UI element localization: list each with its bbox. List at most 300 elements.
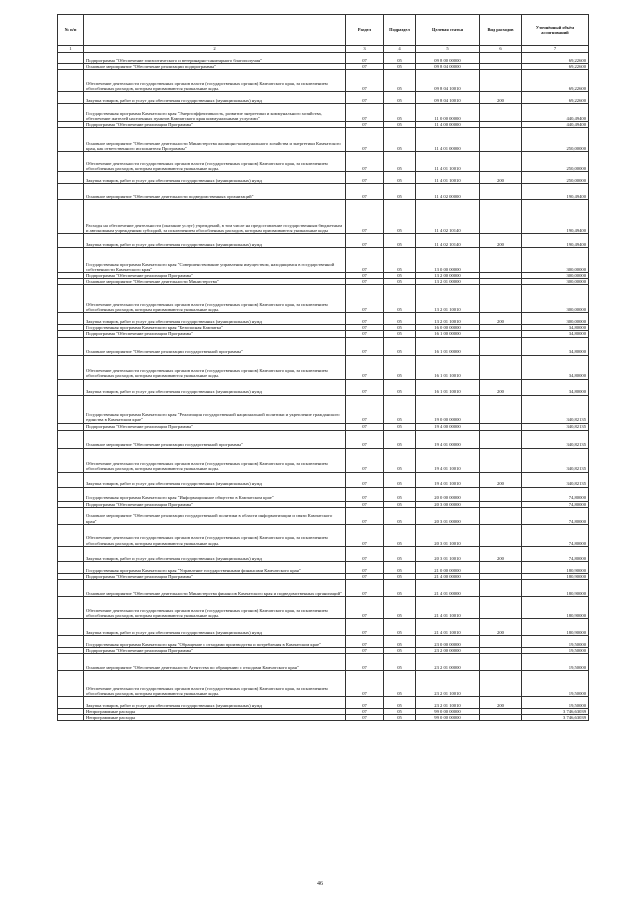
cell-sum: 34,80000 [522, 337, 589, 355]
col-number: 6 [480, 46, 522, 53]
cell-npp [58, 561, 84, 573]
cell-npp [58, 128, 84, 152]
cell-vid [480, 337, 522, 355]
table-row [58, 507, 589, 524]
cell-razdel: 07 [346, 647, 384, 653]
cell-razdel: 07 [346, 53, 384, 64]
cell-npp [58, 248, 84, 273]
cell-npp [58, 653, 84, 670]
cell-podrazdel: 05 [384, 448, 416, 472]
cell-razdel: 07 [346, 395, 384, 423]
cell-razdel: 07 [346, 92, 384, 104]
cell-sum: 3 746,63039 [522, 714, 589, 720]
cell-vid [480, 714, 522, 720]
cell-sum: 180,90000 [522, 573, 589, 579]
cell-podrazdel: 05 [384, 579, 416, 596]
cell-sum: 300,00000 [522, 248, 589, 273]
cell-vid [480, 579, 522, 596]
table-row [58, 337, 589, 355]
cell-podrazdel: 05 [384, 635, 416, 647]
cell-sum: 180,90000 [522, 596, 589, 618]
cell-statya: 13 2 01 00000 [416, 279, 480, 285]
cell-statya: 13 2 01 10010 [416, 285, 480, 313]
cell-podrazdel: 05 [384, 104, 416, 122]
col-number: 2 [84, 46, 346, 53]
cell-npp [58, 92, 84, 104]
cell-sum: 340,82135 [522, 472, 589, 487]
cell-name: Обеспечение деятельности государственных органов власти (государственных органов) Камчатского края, за исключением обособленных расходов, которым присваиваются уникальные коды. [84, 448, 346, 472]
cell-vid [480, 635, 522, 647]
cell-name: Государственная программа Камчатского края "Реализация государственной национальной политики и укрепление гражданского единства в Камчатском крае" [84, 395, 346, 423]
cell-sum: 34,80000 [522, 331, 589, 337]
cell-razdel: 07 [346, 337, 384, 355]
cell-vid: 200 [480, 313, 522, 325]
table-row [58, 653, 589, 670]
cell-sum: 180,90000 [522, 561, 589, 573]
table-row [58, 172, 589, 184]
cell-razdel: 07 [346, 273, 384, 279]
cell-vid: 200 [480, 546, 522, 561]
cell-podrazdel: 05 [384, 53, 416, 64]
cell-sum: 180,90000 [522, 618, 589, 635]
cell-name: Основное мероприятие "Обеспечение деятельности подведомственных организаций" [84, 184, 346, 200]
cell-statya: 11 0 00 00000 [416, 104, 480, 122]
col-number: 4 [384, 46, 416, 53]
cell-podrazdel: 05 [384, 708, 416, 714]
cell-podrazdel: 05 [384, 596, 416, 618]
cell-name: Обеспечение деятельности государственных органов власти (государственных органов) Камчатского края, за исключением обособленных расходов, которым присваиваются уникальные коды. [84, 355, 346, 379]
cell-podrazdel: 05 [384, 128, 416, 152]
cell-statya: 20 3 01 00000 [416, 507, 480, 524]
cell-razdel: 07 [346, 313, 384, 325]
table-row [58, 696, 589, 708]
col-number: 3 [346, 46, 384, 53]
cell-podrazdel: 05 [384, 172, 416, 184]
cell-statya: 23 2 01 10010 [416, 696, 480, 708]
cell-razdel: 07 [346, 573, 384, 579]
cell-sum: 19,50000 [522, 647, 589, 653]
cell-name: Государственная программа Камчатского края "Безопасная Камчатка" [84, 325, 346, 331]
cell-podrazdel: 05 [384, 279, 416, 285]
cell-razdel: 07 [346, 423, 384, 430]
cell-vid [480, 423, 522, 430]
cell-podrazdel: 05 [384, 507, 416, 524]
cell-razdel: 07 [346, 122, 384, 128]
cell-podrazdel: 05 [384, 573, 416, 579]
cell-name: Подпрограмма "Обеспечение реализации Программы" [84, 273, 346, 279]
col-header-razdel: Раздел [346, 15, 384, 46]
cell-name: Обеспечение деятельности государственных органов власти (государственных органов) Камчатского края, за исключением обособленных расходов, которым присваиваются уникальные коды. [84, 670, 346, 696]
cell-statya: 19 4 01 10010 [416, 472, 480, 487]
cell-vid [480, 596, 522, 618]
cell-vid: 200 [480, 234, 522, 248]
table-row [58, 395, 589, 423]
cell-vid: 200 [480, 618, 522, 635]
cell-name: Закупка товаров, работ и услуг для обеспечения государственных (муниципальных) нужд [84, 472, 346, 487]
table-row [58, 53, 589, 64]
cell-name: Обеспечение деятельности государственных органов власти (государственных органов) Камчатского края, за исключением обособленных расходов, которым присваиваются уникальные коды. [84, 152, 346, 172]
cell-sum: 34,80000 [522, 355, 589, 379]
budget-table [57, 14, 589, 721]
cell-sum: 250,00000 [522, 172, 589, 184]
cell-name: Подпрограмма "Обеспечение реализации Программы" [84, 647, 346, 653]
cell-name: Основное мероприятие "Обеспечение реализации государственной программы" [84, 337, 346, 355]
cell-vid [480, 200, 522, 234]
table-row [58, 487, 589, 501]
cell-name: Расходы на обеспечение деятельности (оказание услуг) учреждений, в том числе на предоставление государственным бюджетным и автономным учреждениям субсидий, за исключением обособленных расходов, которым присваиваются уникальные коды [84, 200, 346, 234]
cell-sum: 300,00000 [522, 273, 589, 279]
cell-razdel: 07 [346, 331, 384, 337]
cell-podrazdel: 05 [384, 200, 416, 234]
cell-npp [58, 200, 84, 234]
cell-razdel: 07 [346, 152, 384, 172]
cell-vid [480, 128, 522, 152]
cell-npp [58, 234, 84, 248]
cell-vid [480, 70, 522, 92]
cell-vid [480, 448, 522, 472]
cell-vid [480, 152, 522, 172]
cell-statya: 09 8 00 00000 [416, 53, 480, 64]
cell-sum: 69,22600 [522, 64, 589, 70]
cell-razdel: 07 [346, 234, 384, 248]
col-header-podrazdel: Подраздел [384, 15, 416, 46]
cell-vid [480, 355, 522, 379]
cell-sum: 69,22600 [522, 70, 589, 92]
cell-podrazdel: 05 [384, 355, 416, 379]
table-row [58, 234, 589, 248]
cell-podrazdel: 05 [384, 524, 416, 546]
cell-sum: 34,80000 [522, 325, 589, 331]
cell-razdel: 07 [346, 472, 384, 487]
cell-razdel: 07 [346, 285, 384, 313]
cell-razdel: 07 [346, 448, 384, 472]
cell-sum: 340,82135 [522, 395, 589, 423]
cell-razdel: 07 [346, 696, 384, 708]
cell-vid: 200 [480, 472, 522, 487]
cell-razdel: 07 [346, 325, 384, 331]
cell-podrazdel: 05 [384, 546, 416, 561]
cell-podrazdel: 05 [384, 647, 416, 653]
cell-npp [58, 395, 84, 423]
table-row [58, 423, 589, 430]
col-number: 5 [416, 46, 480, 53]
table-row [58, 472, 589, 487]
cell-statya: 20 0 00 00000 [416, 487, 480, 501]
cell-sum: 440,49400 [522, 122, 589, 128]
cell-razdel: 07 [346, 561, 384, 573]
cell-name: Основное мероприятие "Обеспечение реализации государственной политики в области информатизации и связи Камчатского края" [84, 507, 346, 524]
cell-razdel: 07 [346, 501, 384, 507]
cell-sum: 69,22600 [522, 92, 589, 104]
cell-statya: 19 0 00 00000 [416, 395, 480, 423]
cell-podrazdel: 05 [384, 273, 416, 279]
cell-sum: 300,00000 [522, 313, 589, 325]
cell-statya: 11 4 02 00000 [416, 184, 480, 200]
cell-sum: 190,49400 [522, 184, 589, 200]
cell-podrazdel: 05 [384, 70, 416, 92]
cell-podrazdel: 05 [384, 653, 416, 670]
cell-vid [480, 53, 522, 64]
table-row [58, 200, 589, 234]
cell-statya: 11 4 02 10140 [416, 200, 480, 234]
cell-vid: 200 [480, 379, 522, 395]
cell-npp [58, 423, 84, 430]
cell-npp [58, 524, 84, 546]
cell-statya: 20 3 01 10010 [416, 546, 480, 561]
cell-razdel: 07 [346, 430, 384, 448]
cell-vid [480, 184, 522, 200]
cell-sum: 19,50000 [522, 696, 589, 708]
cell-sum: 74,80000 [522, 507, 589, 524]
cell-name: Подпрограмма "Обеспечение реализации Программы" [84, 423, 346, 430]
cell-sum: 340,82135 [522, 448, 589, 472]
cell-statya: 20 3 01 10010 [416, 524, 480, 546]
table-row [58, 313, 589, 325]
cell-name: Подпрограмма "Обеспечение реализации Программы" [84, 573, 346, 579]
cell-razdel: 07 [346, 200, 384, 234]
cell-name: Подпрограмма "Обеспечение эпизоотического и ветеринарно-санитарного благополучия" [84, 53, 346, 64]
cell-statya: 21 4 01 10010 [416, 596, 480, 618]
cell-podrazdel: 05 [384, 379, 416, 395]
cell-razdel: 07 [346, 670, 384, 696]
cell-statya: 13 2 00 00000 [416, 273, 480, 279]
cell-podrazdel: 05 [384, 430, 416, 448]
cell-razdel: 07 [346, 714, 384, 720]
cell-npp [58, 618, 84, 635]
table-row [58, 248, 589, 273]
cell-name: Закупка товаров, работ и услуг для обеспечения государственных (муниципальных) нужд [84, 172, 346, 184]
cell-podrazdel: 05 [384, 487, 416, 501]
cell-podrazdel: 05 [384, 696, 416, 708]
cell-sum: 250,00000 [522, 152, 589, 172]
cell-podrazdel: 05 [384, 670, 416, 696]
cell-npp [58, 448, 84, 472]
cell-name: Государственная программа Камчатского края "Энергоэффективность, развитие энергетики и коммунального хозяйства, обеспечение жителей населенных пунктов Камчатского края коммунальными услугами" [84, 104, 346, 122]
table-row [58, 524, 589, 546]
cell-name: Закупка товаров, работ и услуг для обеспечения государственных (муниципальных) нужд [84, 618, 346, 635]
cell-vid [480, 561, 522, 573]
cell-name: Подпрограмма "Обеспечение реализации Программы" [84, 122, 346, 128]
table-row [58, 184, 589, 200]
cell-razdel: 07 [346, 653, 384, 670]
cell-name: Основное мероприятие "Обеспечение деятельности Министерства финансов Камчатского края и подведомственных организаций" [84, 579, 346, 596]
cell-razdel: 07 [346, 546, 384, 561]
cell-vid [480, 487, 522, 501]
cell-name: Закупка товаров, работ и услуг для обеспечения государственных (муниципальных) нужд [84, 546, 346, 561]
cell-name: Основное мероприятие "Обеспечение деятельности Министерства" [84, 279, 346, 285]
cell-name: Закупка товаров, работ и услуг для обеспечения государственных (муниципальных) нужд [84, 379, 346, 395]
cell-podrazdel: 05 [384, 248, 416, 273]
cell-sum: 19,50000 [522, 635, 589, 647]
cell-sum: 3 746,63039 [522, 708, 589, 714]
cell-vid: 200 [480, 92, 522, 104]
table-row [58, 355, 589, 379]
header-row [58, 15, 589, 46]
cell-razdel: 07 [346, 524, 384, 546]
cell-name: Подпрограмма "Обеспечение реализации Программы" [84, 501, 346, 507]
cell-razdel: 07 [346, 104, 384, 122]
cell-vid: 200 [480, 172, 522, 184]
cell-sum: 19,50000 [522, 670, 589, 696]
cell-razdel: 07 [346, 279, 384, 285]
cell-podrazdel: 05 [384, 395, 416, 423]
cell-statya: 16 1 01 10010 [416, 355, 480, 379]
cell-npp [58, 313, 84, 325]
cell-podrazdel: 05 [384, 122, 416, 128]
cell-npp [58, 579, 84, 596]
cell-sum: 34,80000 [522, 379, 589, 395]
cell-sum: 300,00000 [522, 279, 589, 285]
table-row [58, 379, 589, 395]
col-header-statya: Целевая статья [416, 15, 480, 46]
cell-podrazdel: 05 [384, 618, 416, 635]
col-header-npp: № п/п [58, 15, 84, 46]
cell-name: Основное мероприятие "Обеспечение деятельности Министерства жилищно-коммунального хозяйства и энергетики Камчатского края, как ответственного исполнителя Программы" [84, 128, 346, 152]
cell-podrazdel: 05 [384, 313, 416, 325]
cell-sum: 300,00000 [522, 285, 589, 313]
cell-razdel: 07 [346, 579, 384, 596]
cell-statya: 16 1 00 00000 [416, 331, 480, 337]
table-row [58, 104, 589, 122]
cell-razdel: 07 [346, 128, 384, 152]
cell-vid [480, 285, 522, 313]
col-header-sum: Уточнённый объём ассигнований [522, 15, 589, 46]
cell-statya: 13 2 01 10010 [416, 313, 480, 325]
cell-name: Закупка товаров, работ и услуг для обеспечения государственных (муниципальных) нужд [84, 696, 346, 708]
cell-sum: 74,80000 [522, 524, 589, 546]
cell-name: Закупка товаров, работ и услуг для обеспечения государственных (муниципальных) нужд [84, 313, 346, 325]
cell-npp [58, 487, 84, 501]
cell-npp [58, 635, 84, 647]
table-row [58, 92, 589, 104]
cell-sum: 250,00000 [522, 128, 589, 152]
table-row [58, 596, 589, 618]
cell-statya: 99 0 00 00000 [416, 714, 480, 720]
cell-statya: 23 2 00 00000 [416, 647, 480, 653]
cell-sum: 180,90000 [522, 579, 589, 596]
cell-razdel: 07 [346, 708, 384, 714]
cell-vid [480, 395, 522, 423]
cell-podrazdel: 05 [384, 152, 416, 172]
cell-podrazdel: 05 [384, 337, 416, 355]
cell-statya: 19 4 01 10010 [416, 448, 480, 472]
cell-statya: 20 3 00 00000 [416, 501, 480, 507]
budget-table-sheet [57, 14, 588, 721]
cell-statya: 16 1 01 00000 [416, 337, 480, 355]
col-header-name [84, 15, 346, 46]
cell-npp [58, 104, 84, 122]
cell-npp [58, 184, 84, 200]
cell-sum: 440,49400 [522, 104, 589, 122]
cell-name: Непрограммные расходы [84, 708, 346, 714]
cell-statya: 11 4 01 10010 [416, 172, 480, 184]
cell-npp [58, 472, 84, 487]
page-number: 46 [317, 881, 323, 887]
cell-razdel: 07 [346, 596, 384, 618]
cell-npp [58, 670, 84, 696]
cell-name: Государственная программа Камчатского края "Управление государственными финансами Камчатского края" [84, 561, 346, 573]
col-number: 1 [58, 46, 84, 53]
cell-name: Обеспечение деятельности государственных органов власти (государственных органов) Камчатского края, за исключением обособленных расходов, которым присваиваются уникальные коды. [84, 524, 346, 546]
cell-name: Обеспечение деятельности государственных органов власти (государственных органов) Камчатского края, за исключением обособленных расходов, которым присваиваются уникальные коды. [84, 285, 346, 313]
cell-statya: 21 4 00 00000 [416, 573, 480, 579]
cell-sum: 74,80000 [522, 501, 589, 507]
cell-podrazdel: 05 [384, 331, 416, 337]
table-row [58, 152, 589, 172]
cell-npp [58, 172, 84, 184]
cell-name: Подпрограмма "Обеспечение реализации Программы" [84, 331, 346, 337]
cell-name: Государственная программа Камчатского края "Информационное общество в Камчатском крае" [84, 487, 346, 501]
cell-npp [58, 70, 84, 92]
cell-razdel: 07 [346, 355, 384, 379]
cell-sum: 74,80000 [522, 546, 589, 561]
cell-npp [58, 596, 84, 618]
col-header-vid: Вид расходов [480, 15, 522, 46]
cell-statya: 19 4 00 00000 [416, 423, 480, 430]
cell-razdel: 07 [346, 618, 384, 635]
cell-statya: 11 4 01 00000 [416, 128, 480, 152]
cell-podrazdel: 05 [384, 714, 416, 720]
cell-razdel: 07 [346, 635, 384, 647]
table-row [58, 635, 589, 647]
cell-npp [58, 696, 84, 708]
cell-razdel: 07 [346, 70, 384, 92]
cell-podrazdel: 05 [384, 472, 416, 487]
cell-statya: 09 8 04 10010 [416, 70, 480, 92]
cell-npp [58, 546, 84, 561]
cell-vid [480, 524, 522, 546]
cell-podrazdel: 05 [384, 423, 416, 430]
cell-name: Обеспечение деятельности государственных органов власти (государственных органов) Камчатского края, за исключением обособленных расходов, которым присваиваются уникальные коды. [84, 596, 346, 618]
cell-statya: 21 4 01 10010 [416, 618, 480, 635]
cell-podrazdel: 05 [384, 501, 416, 507]
cell-statya: 23 2 01 10010 [416, 670, 480, 696]
table-row [58, 579, 589, 596]
cell-npp [58, 355, 84, 379]
cell-razdel: 07 [346, 172, 384, 184]
cell-razdel: 07 [346, 64, 384, 70]
cell-razdel: 07 [346, 507, 384, 524]
cell-sum: 340,82135 [522, 423, 589, 430]
cell-name: Государственная программа Камчатского края "Совершенствование управления имуществом, находящимся в государственной собственности Камчатского края" [84, 248, 346, 273]
cell-podrazdel: 05 [384, 561, 416, 573]
cell-statya: 23 0 00 00000 [416, 635, 480, 647]
cell-vid: 200 [480, 696, 522, 708]
table-row [58, 561, 589, 573]
table-row [58, 285, 589, 313]
cell-vid [480, 104, 522, 122]
cell-statya: 21 4 01 00000 [416, 579, 480, 596]
cell-podrazdel: 05 [384, 325, 416, 331]
cell-vid [480, 430, 522, 448]
cell-name: Основное мероприятие "Обеспечение деятельности Агентства по обращению с отходами Камчатского края" [84, 653, 346, 670]
cell-statya: 23 2 01 00000 [416, 653, 480, 670]
cell-vid [480, 670, 522, 696]
cell-statya: 21 0 00 00000 [416, 561, 480, 573]
cell-podrazdel: 05 [384, 184, 416, 200]
cell-sum: 190,49400 [522, 200, 589, 234]
cell-name: Основное мероприятие "Обеспечение реализации подпрограммы" [84, 64, 346, 70]
cell-statya: 11 4 01 10010 [416, 152, 480, 172]
cell-name: Государственная программа Камчатского края "Обращение с отходами производства и потребления в Камчатском крае" [84, 635, 346, 647]
cell-podrazdel: 05 [384, 92, 416, 104]
cell-name: Обеспечение деятельности государственных органов власти (государственных органов) Камчатского края, за исключением обособленных расходов, которым присваиваются уникальные коды. [84, 70, 346, 92]
cell-sum: 74,80000 [522, 487, 589, 501]
cell-podrazdel: 05 [384, 285, 416, 313]
col-number: 7 [522, 46, 589, 53]
cell-statya: 11 4 02 10140 [416, 234, 480, 248]
cell-npp [58, 379, 84, 395]
